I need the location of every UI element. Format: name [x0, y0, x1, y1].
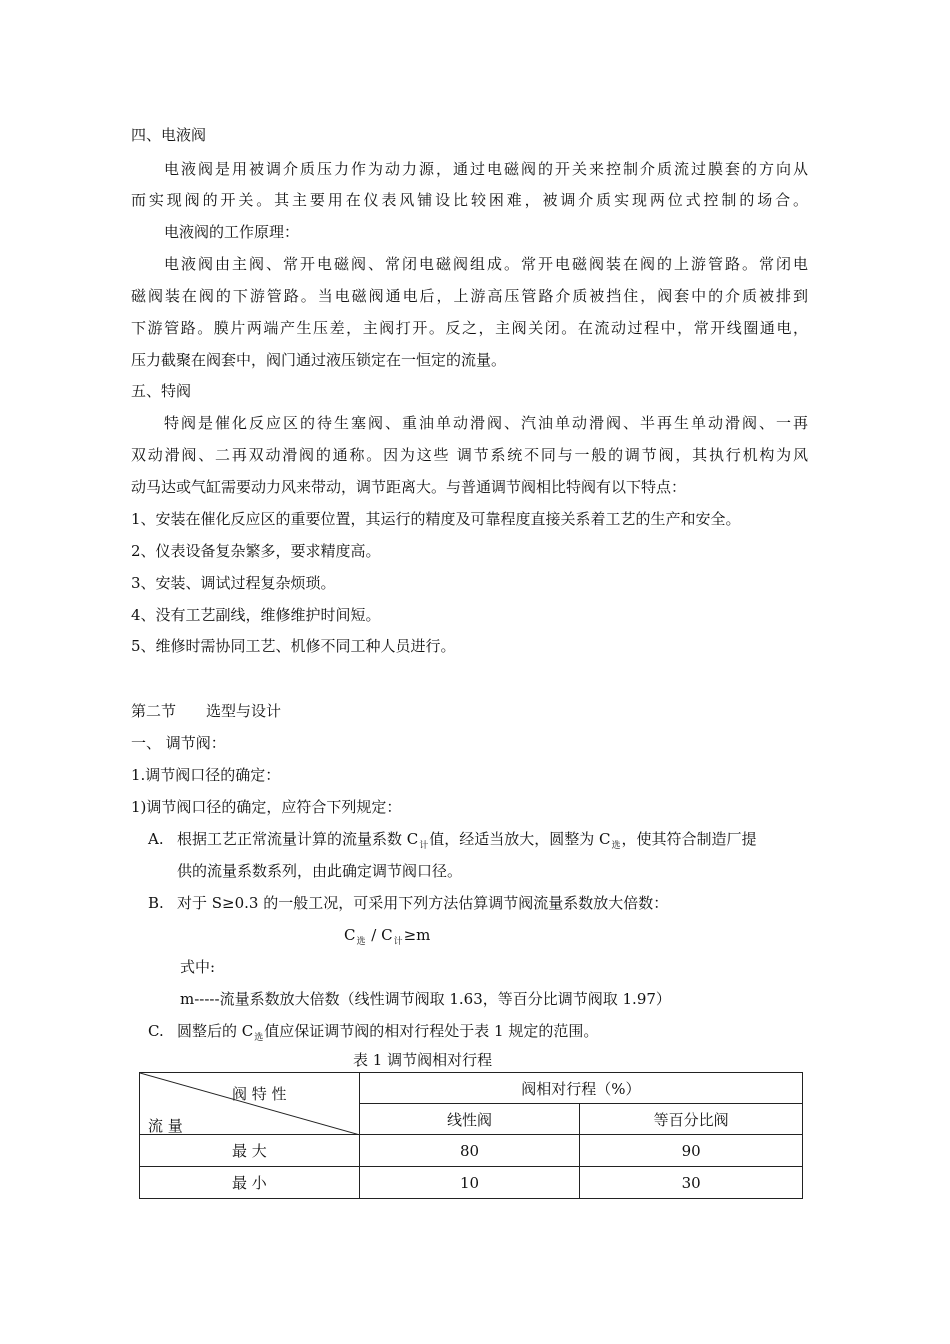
paragraph-line: 双动滑阀、二再双动滑阀的通称。因为这些 调节系统不同与一般的调节阀，其执行机构为风: [131, 446, 808, 464]
item-b-mark: B.: [148, 894, 164, 912]
paragraph-line: 电液阀是用被调介质压力作为动力源，通过电磁阀的开关来控制介质流过膜套的方向从: [164, 160, 808, 178]
table-caption: 表 1 调节阀相对行程: [353, 1051, 493, 1069]
section-2-title: 选型与设计: [206, 702, 282, 720]
list-item: 3、安装、调试过程复杂烦琐。: [131, 574, 336, 592]
table-row: [140, 1167, 803, 1199]
heading-valve: 一、 调节阀：: [131, 734, 226, 752]
cell-equal: 30: [580, 1167, 803, 1199]
column-header-equal: 等百分比阀: [580, 1104, 803, 1135]
cell-linear: 80: [359, 1135, 580, 1167]
item-c-mark: C.: [148, 1022, 164, 1040]
diag-header-bottom: 流 量: [148, 1117, 183, 1135]
paragraph-line: 电液阀的工作原理：: [164, 223, 300, 241]
paragraph-line: 磁阀装在阀的下游管路。当电磁阀通电后，上游高压管路介质被挡住，阀套中的介质被排到: [131, 287, 808, 305]
column-header-linear: 线性阀: [359, 1104, 580, 1135]
where-label: 式中:: [180, 958, 216, 976]
table-row: [140, 1135, 803, 1167]
paragraph-line: 而实现阀的开关。其主要用在仪表风铺设比较困难，被调介质实现两位式控制的场合。: [131, 191, 808, 209]
list-item: 4、没有工艺副线，维修维护时间短。: [131, 606, 381, 624]
paragraph-line: 特阀是催化反应区的待生塞阀、重油单动滑阀、汽油单动滑阀、半再生单动滑阀、一再: [164, 414, 808, 432]
cell-linear: 10: [359, 1167, 580, 1199]
item-b-text: 对于 S≥0.3 的一般工况，可采用下列方法估算调节阀流量系数放大倍数：: [177, 894, 669, 912]
formula: $C_选 / C_计\ge m$: [344, 926, 431, 947]
section-2-label: 第二节: [131, 702, 177, 720]
row-label: 最 小: [140, 1167, 360, 1199]
item-a-text-cont: 供的流量系数系列，由此确定调节阀口径。: [177, 862, 463, 880]
row-label: 最 大: [140, 1135, 360, 1167]
where-definition: m-----流量系数放大倍数（线性调节阀取 1.63，等百分比调节阀取 1.97）: [180, 990, 671, 1008]
diag-header-top: 阀 特 性: [232, 1085, 287, 1103]
group-header: 阀相对行程（%）: [359, 1073, 802, 1104]
cell-equal: 90: [580, 1135, 803, 1167]
list-item: 1、安装在催化反应区的重要位置，其运行的精度及可靠程度直接关系着工艺的生产和安全。: [131, 510, 741, 528]
section-4-heading: 四、电液阀: [131, 126, 207, 144]
paragraph-line: 动马达或气缸需要动力风来带动，调节距离大。与普通调节阀相比特阀有以下特点：: [131, 478, 687, 496]
item-c-text: 圆整后的 $C_选$值应保证调节阀的相对行程处于表 1 规定的范围。: [177, 1022, 599, 1043]
paragraph-line: 压力截聚在阀套中，阀门通过液压锁定在一恒定的流量。: [131, 351, 507, 369]
list-item: 5、维修时需协同工艺、机修不同工种人员进行。: [131, 637, 456, 655]
item-a-text: 根据工艺正常流量计算的流量系数 $C_计$值，经适当放大，圆整为 $C_选$，使其符合制造厂提: [177, 830, 757, 851]
diagonal-header-cell: [140, 1073, 360, 1135]
section-5-heading: 五、特阀: [131, 382, 192, 400]
travel-table: [139, 1072, 803, 1199]
heading-diameter: 1.调节阀口径的确定：: [131, 766, 281, 784]
list-item: 2、仪表设备复杂繁多，要求精度高。: [131, 542, 381, 560]
item-a-mark: A.: [148, 830, 164, 848]
heading-rules: 1)调节阀口径的确定，应符合下列规定：: [131, 798, 402, 816]
paragraph-line: 下游管路。膜片两端产生压差，主阀打开。反之，主阀关闭。在流动过程中，常开线圈通电，: [131, 319, 808, 337]
paragraph-line: 电液阀由主阀、常开电磁阀、常闭电磁阀组成。常开电磁阀装在阀的上游管路。常闭电: [164, 255, 808, 273]
